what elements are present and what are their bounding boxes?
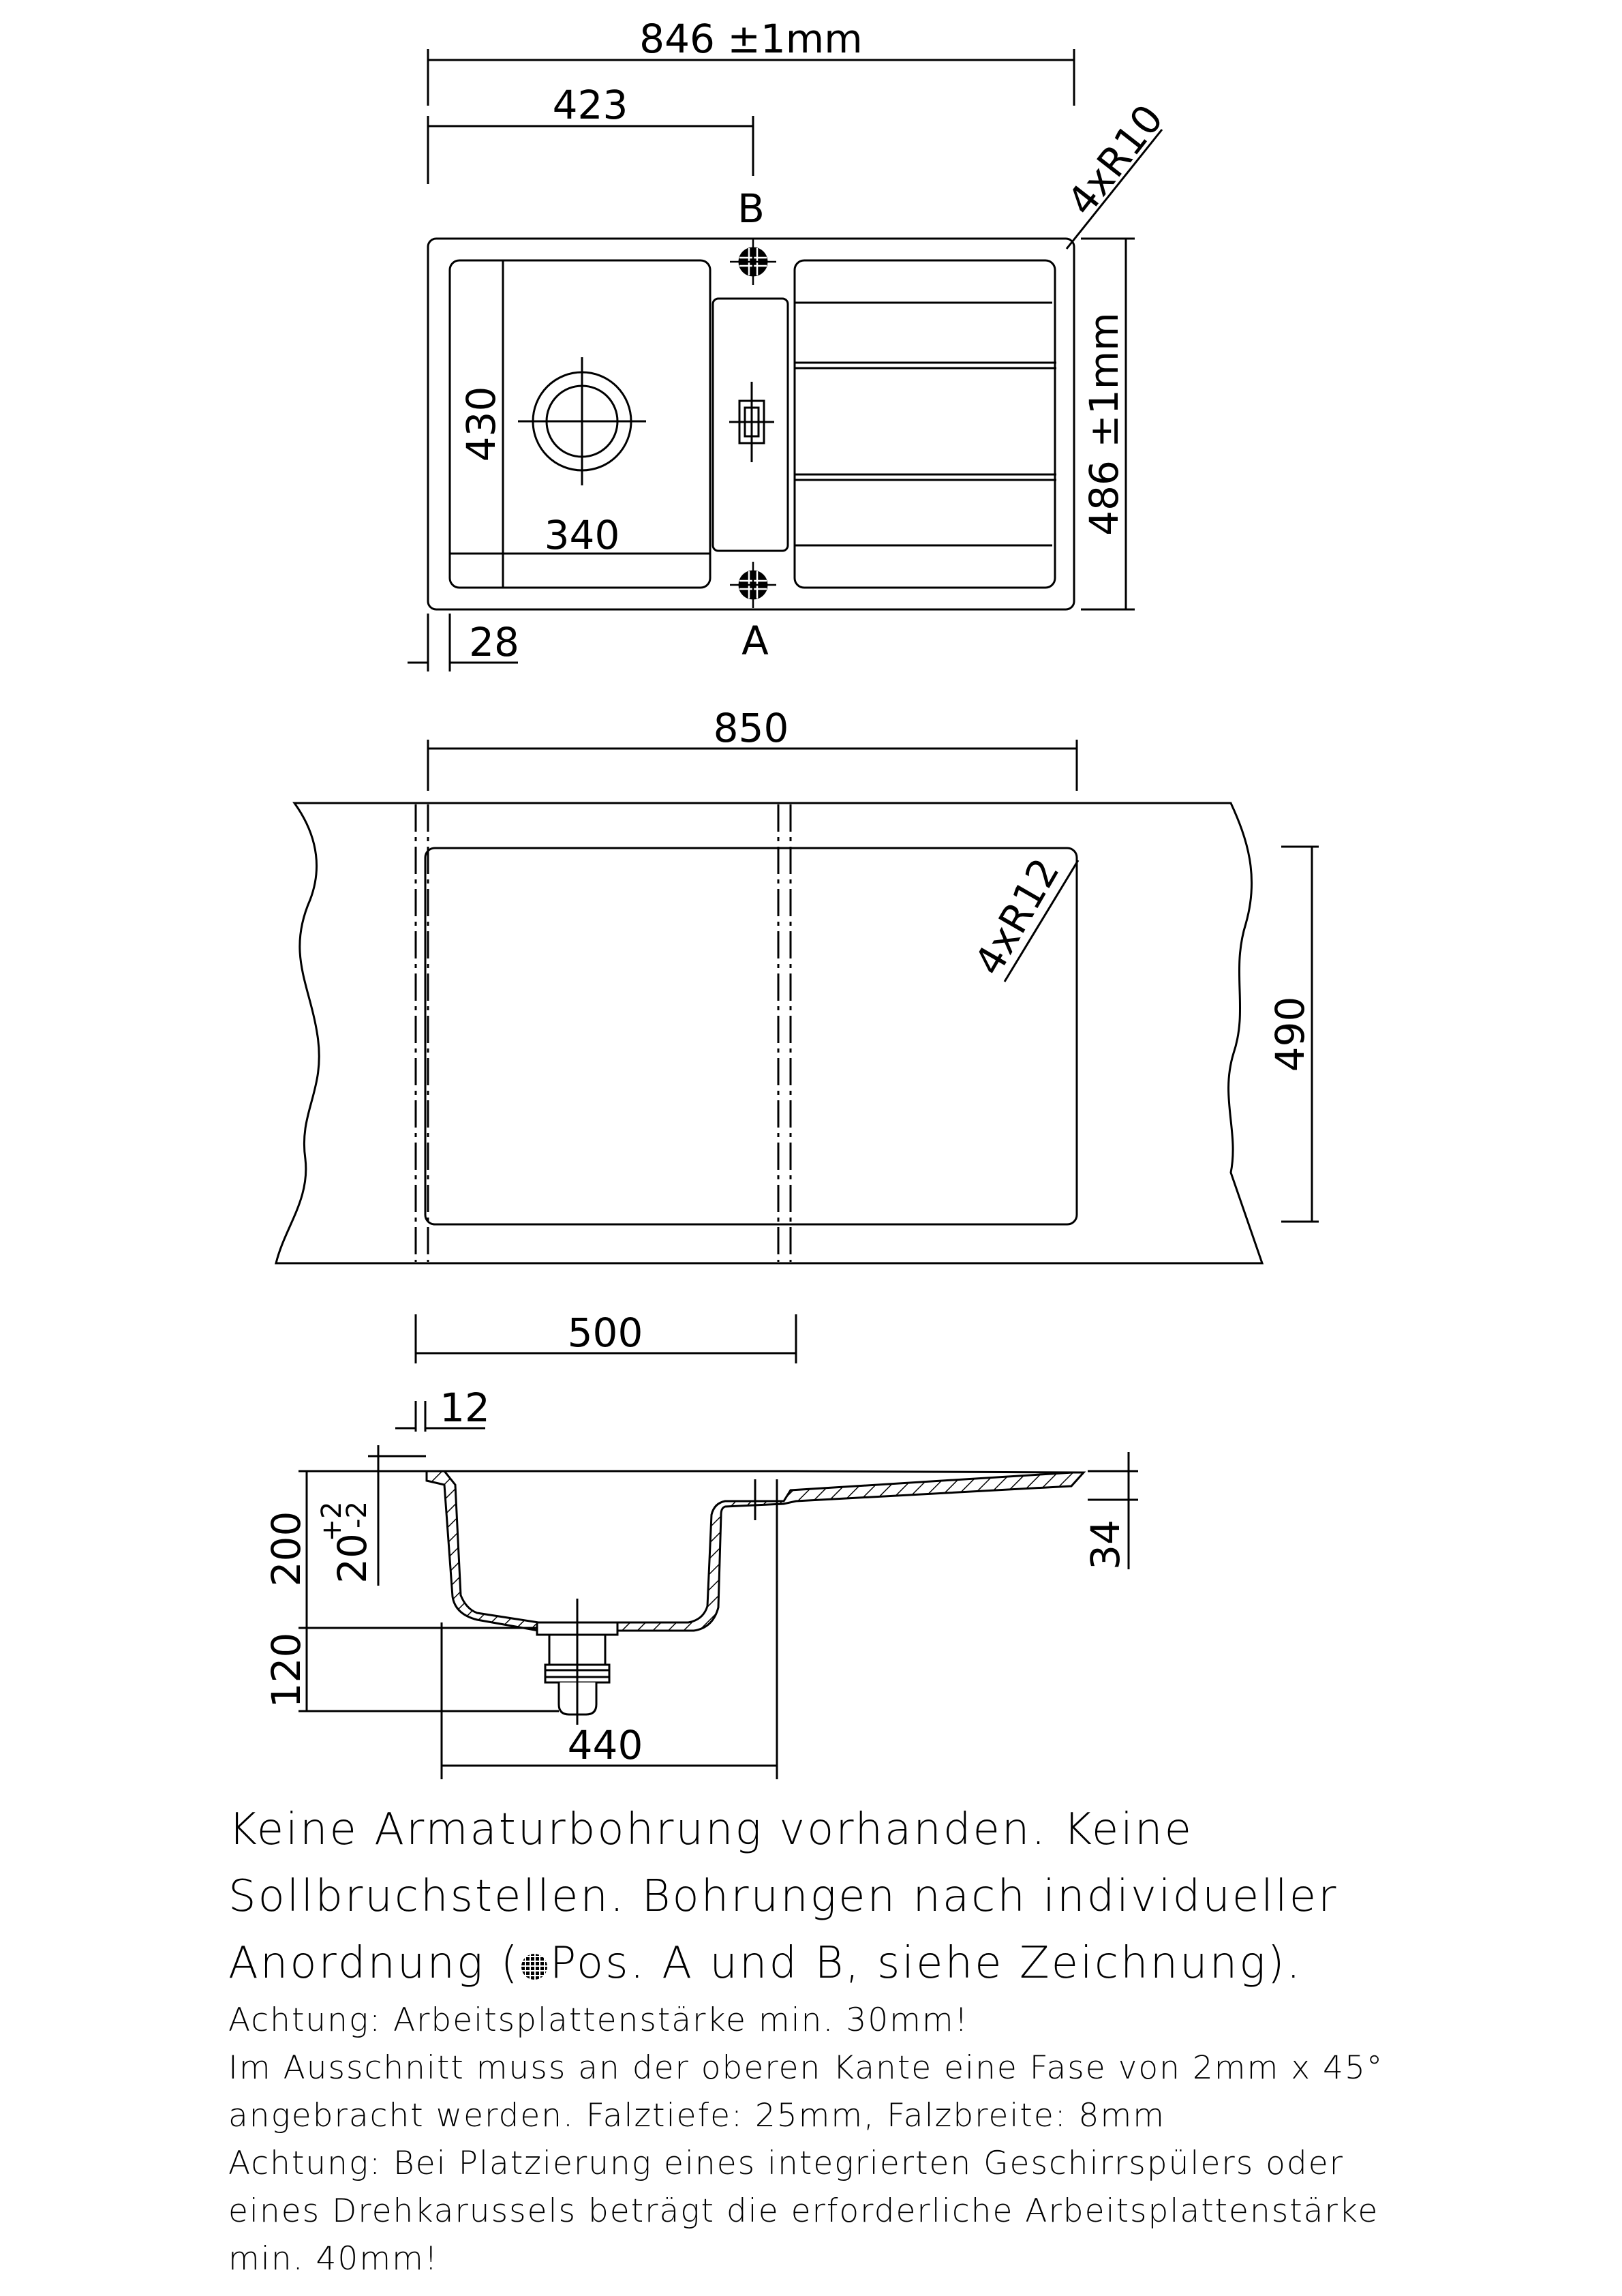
tol-plus: +2 xyxy=(316,1501,348,1542)
note-worktop-thickness: eines Drehkarussels beträgt die erforderliche Arbeitsplattenstärke xyxy=(228,2192,1379,2230)
dim-drain-height: 120 xyxy=(263,1632,309,1708)
note-line-3-start: Anordnung ( xyxy=(228,1938,520,1989)
cutout-view xyxy=(276,740,1319,1263)
section-view-labels xyxy=(263,1310,1129,1768)
dim-cutout-depth: 490 xyxy=(1267,996,1313,1072)
dim-bowl-height: 200 xyxy=(263,1511,309,1587)
note-warning-2: Achtung: Bei Platzierung eines integrierten Geschirrspülers oder xyxy=(228,2145,1344,2182)
tol-minus: -2 xyxy=(341,1501,373,1528)
label-pos-a: A xyxy=(741,618,769,664)
cutout-view-labels xyxy=(714,705,1313,1072)
overflow-outlet-icon xyxy=(729,382,774,462)
note-warning-1: Achtung: Arbeitsplattenstärke min. 30mm! xyxy=(228,2002,969,2039)
overflow-strip xyxy=(713,299,788,551)
dim-overall-depth: 486 ±1mm xyxy=(1081,312,1127,536)
dim-radius-cutout: 4xR12 xyxy=(965,850,1069,983)
cutout-outline xyxy=(425,848,1077,1224)
note-line-1: Keine Armaturbohrung vorhanden. Keine xyxy=(228,1804,1193,1855)
note-bevel: Im Ausschnitt muss an der oberen Kante eine Fase von 2mm x 45° xyxy=(228,2049,1384,2087)
drill-position-marker-icon xyxy=(521,1954,547,1980)
note-line-3-end: Pos. A und B, siehe Zeichnung). xyxy=(549,1938,1302,1989)
dim-cutout-width: 850 xyxy=(713,705,789,751)
drain-outlet-icon xyxy=(518,357,646,485)
dim-bowl-depth: 430 xyxy=(458,386,504,462)
section-view xyxy=(299,1314,1138,1779)
dim-edge-offset: 28 xyxy=(469,619,519,665)
drill-position-marker-icon xyxy=(730,239,776,285)
drain-fitting-icon xyxy=(537,1599,617,1725)
note-line-3 xyxy=(228,1930,1578,1997)
dim-bowl-width: 340 xyxy=(544,512,620,558)
dim-rim-offset: 12 xyxy=(440,1385,490,1431)
dim-rim-height: 20 xyxy=(329,1533,376,1584)
note-min-thickness: min. 40mm! xyxy=(228,2240,439,2278)
worktop-outline xyxy=(276,803,1262,1263)
note-rebate: angebracht werden. Falztiefe: 25mm, Falzbreite: 8mm xyxy=(228,2097,1166,2134)
dim-radius-top: 4xR10 xyxy=(1058,95,1173,224)
dim-bowl-center: 423 xyxy=(552,82,628,128)
dim-bowl-outer-width: 440 xyxy=(567,1722,643,1768)
note-line-2: Sollbruchstellen. Bohrungen nach individueller xyxy=(228,1871,1338,1922)
drainboard-outline xyxy=(795,260,1055,588)
top-view xyxy=(408,49,1162,671)
dim-drainboard-height: 34 xyxy=(1082,1520,1129,1570)
top-view-labels xyxy=(458,16,1172,665)
label-pos-b: B xyxy=(737,185,765,232)
installation-notes xyxy=(228,1796,1578,2283)
drill-position-marker-icon xyxy=(730,562,776,608)
dim-cabinet-width: 500 xyxy=(567,1310,643,1356)
dim-overall-width: 846 ±1mm xyxy=(639,16,863,62)
